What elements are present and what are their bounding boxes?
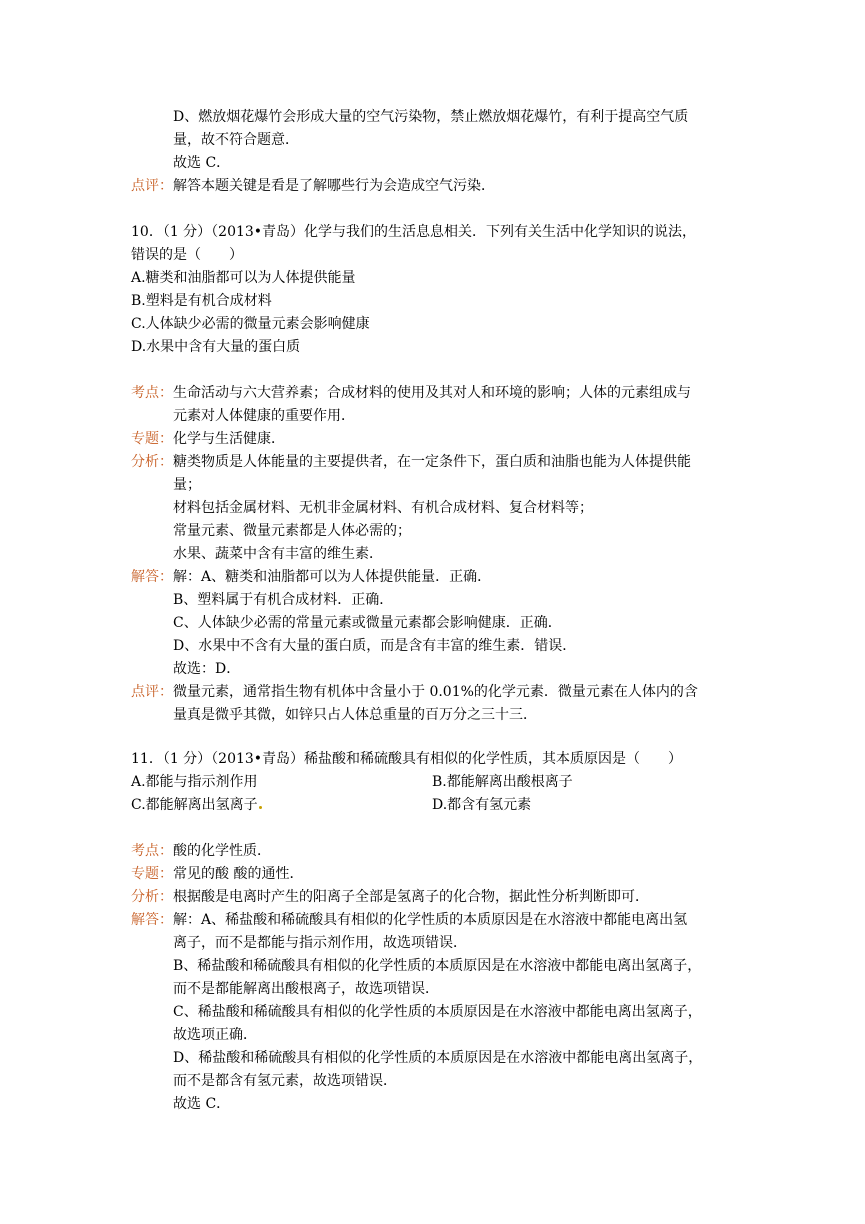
- q11-jieda: [131, 910, 687, 930]
- q10-dianping-label: 点评：: [131, 684, 173, 700]
- q10-jieda-label: 解答：: [131, 569, 173, 585]
- q11-jieda-line6: 故选项正确．: [173, 1027, 257, 1043]
- q10-stem-line1: 10．（1 分）（2013•青岛）化学与我们的生活息息相关．下列有关生活中化学知识的说法，: [131, 224, 697, 240]
- q10-zhuanti-label: 专题：: [131, 431, 173, 447]
- q11-jieda-line4: 而不是都能解离出酸根离子，故选项错误．: [173, 981, 439, 997]
- q9-comment: [131, 176, 495, 196]
- q10-jieda-line2: B、塑料属于有机合成材料．正确．: [173, 592, 394, 608]
- q10-dianping: [131, 682, 698, 702]
- q11-jieda-line2: 离子，而不是都能与指示剂作用，故选项错误．: [173, 935, 467, 951]
- q10-stem-line2: 错误的是（ ）: [131, 247, 243, 263]
- q10-jieda-line1: 解：A、糖类和油脂都可以为人体提供能量．正确．: [173, 569, 492, 585]
- q10-zhuanti: [131, 429, 285, 449]
- q10-kaodian-label: 考点：: [131, 385, 173, 401]
- q11-jieda-line8: 而不是都含有氢元素，故选项错误．: [173, 1073, 397, 1089]
- q10-fenxi-line2: 量；: [173, 477, 201, 493]
- q11-jieda-line7: D、稀盐酸和稀硫酸具有相似的化学性质的本质原因是在水溶液中都能电离出氢离子，: [173, 1050, 703, 1066]
- q11-fenxi-label: 分析：: [131, 889, 173, 905]
- q10-fenxi-line5: 水果、蔬菜中含有丰富的维生素．: [173, 546, 383, 562]
- q11-jieda-line1: 解：A、稀盐酸和稀硫酸具有相似的化学性质的本质原因是在水溶液中都能电离出氢: [173, 912, 688, 928]
- q10-jieda-line3: C、人体缺少必需的常量元素或微量元素都会影响健康．正确．: [173, 615, 562, 631]
- q10-dianping-line2: 量真是微乎其微，如锌只占人体总重量的百万分之三十三．: [173, 707, 537, 723]
- q10-kaodian: [131, 383, 691, 403]
- q10-jieda: [131, 567, 491, 587]
- q11-fenxi-text: 根据酸是电离时产生的阳离子全部是氢离子的化合物，据此性分析判断即可．: [173, 889, 649, 905]
- q10-option-c: C.人体缺少必需的微量元素会影响健康: [131, 316, 370, 332]
- q11-kaodian-text: 酸的化学性质．: [173, 843, 271, 859]
- q10-jieda-line4: D、水果中不含有大量的蛋白质，而是含有丰富的维生素．错误．: [173, 638, 577, 654]
- q10-fenxi-line3: 材料包括金属材料、无机非金属材料、有机合成材料、复合材料等；: [173, 500, 593, 516]
- q11-jieda-line3: B、稀盐酸和稀硫酸具有相似的化学性质的本质原因是在水溶液中都能电离出氢离子，: [173, 958, 702, 974]
- q10-fenxi-label: 分析：: [131, 454, 173, 470]
- q11-zhuanti-text: 常见的酸 酸的通性．: [173, 866, 304, 882]
- q10-fenxi-line1: 糖类物质是人体能量的主要提供者，在一定条件下，蛋白质和油脂也能为人体提供能: [173, 454, 691, 470]
- q9-explain-d-line2: 量，故不符合题意．: [173, 132, 299, 148]
- q10-dianping-line1: 微量元素，通常指生物有机体中含量小于 0.01%的化学元素．微量元素在人体内的含: [173, 684, 698, 700]
- q11-option-a: A.都能与指示剂作用: [131, 774, 258, 790]
- q11-option-b: B.都能解离出酸根离子: [432, 774, 573, 790]
- q11-kaodian: [131, 841, 271, 861]
- q9-comment-text: 解答本题关键是看是了解哪些行为会造成空气污染．: [173, 178, 495, 194]
- q11-jieda-label: 解答：: [131, 912, 173, 928]
- q11-zhuanti-label: 专题：: [131, 866, 173, 882]
- q10-kaodian-line2: 元素对人体健康的重要作用．: [173, 408, 355, 424]
- q11-jieda-line5: C、稀盐酸和稀硫酸具有相似的化学性质的本质原因是在水溶液中都能电离出氢离子，: [173, 1004, 702, 1020]
- q11-option-c: C.都能解离出氢离子: [131, 797, 258, 813]
- q11-option-d: D.都含有氢元素: [432, 797, 532, 813]
- q10-jieda-line5: 故选：D．: [173, 661, 241, 677]
- marker-dot-icon: [259, 806, 262, 809]
- q10-option-a: A.糖类和油脂都可以为人体提供能量: [131, 270, 356, 286]
- q10-option-d: D.水果中含有大量的蛋白质: [131, 339, 301, 355]
- q11-jieda-line9: 故选 C．: [173, 1096, 231, 1112]
- q9-explain-d-line1: D、燃放烟花爆竹会形成大量的空气污染物，禁止燃放烟花爆竹，有利于提高空气质: [173, 109, 689, 125]
- q9-comment-label: 点评：: [131, 178, 173, 194]
- q11-fenxi: [131, 887, 649, 907]
- q11-stem: 11．（1 分）（2013•青岛）稀盐酸和稀硫酸具有相似的化学性质，其本质原因是（ ）: [131, 751, 683, 767]
- q11-zhuanti: [131, 864, 303, 884]
- q11-option-c-wrap: [131, 795, 262, 815]
- q10-fenxi-line4: 常量元素、微量元素都是人体必需的；: [173, 523, 411, 539]
- q9-answer: 故选 C．: [173, 155, 231, 171]
- q11-kaodian-label: 考点：: [131, 843, 173, 859]
- q10-option-b: B.塑料是有机合成材料: [131, 293, 272, 309]
- q10-fenxi: [131, 452, 691, 472]
- q10-zhuanti-text: 化学与生活健康．: [173, 431, 285, 447]
- q10-kaodian-line1: 生命活动与六大营养素；合成材料的使用及其对人和环境的影响；人体的元素组成与: [173, 385, 691, 401]
